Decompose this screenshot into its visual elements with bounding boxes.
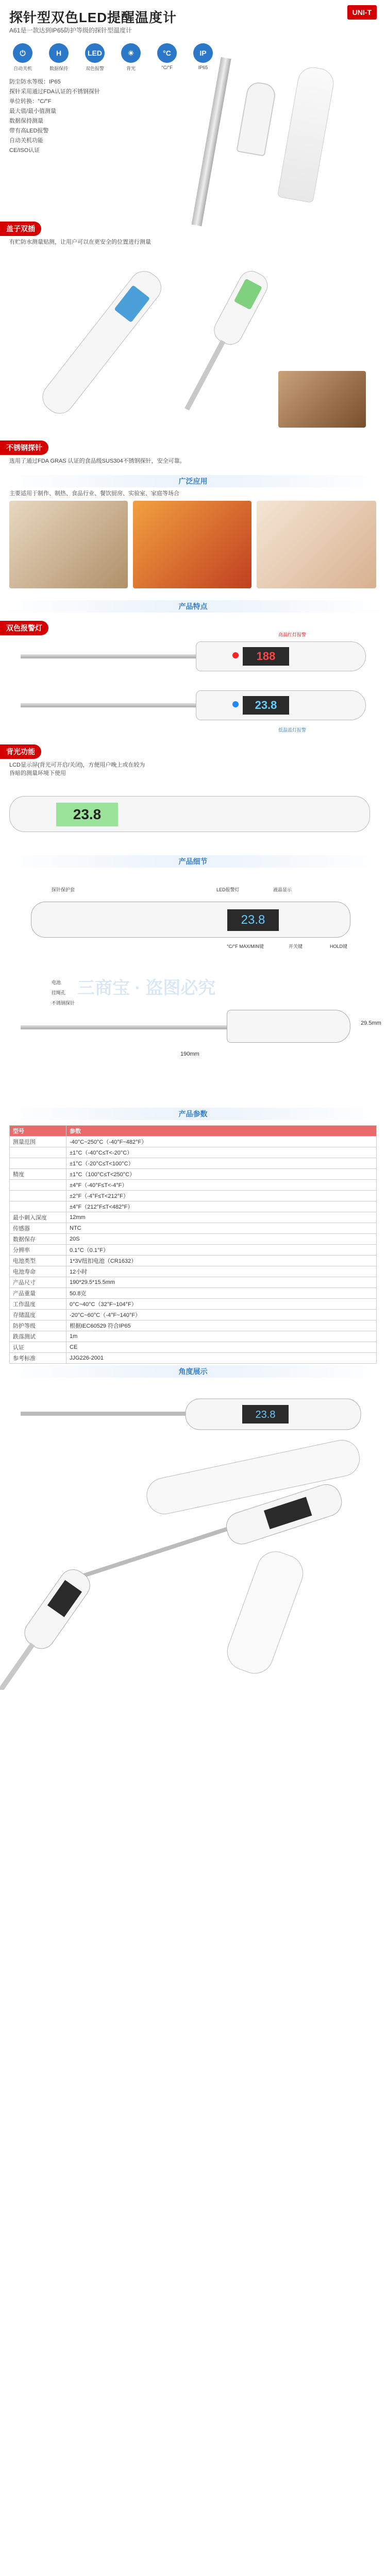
table-row <box>10 1342 377 1353</box>
thermometer-body-image <box>196 690 366 720</box>
table-cell: 数据保存 <box>10 1234 66 1245</box>
table-row <box>10 1353 377 1364</box>
table-row <box>10 1201 377 1212</box>
page-title: 探针型双色LED提醒温度计 <box>9 10 177 25</box>
feature-item: 防尘防水等级：IP65 <box>9 79 61 85</box>
waterproof-icon: IP <box>193 43 213 63</box>
callout: 液晶显示 <box>273 887 292 892</box>
feature-icon-item <box>45 43 72 72</box>
table-cell: 精度 <box>10 1169 66 1180</box>
table-cell: -40°C~250°C（-40°F~482°F） <box>66 1137 377 1147</box>
section-tag: 不锈钢探针 <box>0 440 48 455</box>
backlight-section <box>0 744 386 853</box>
section-title: 角度展示 <box>0 1365 386 1378</box>
feature-icon-item <box>9 43 36 72</box>
lcd-display-blue: 23.8 <box>243 696 289 715</box>
thermometer-top-view <box>31 902 350 938</box>
callout: HOLD键 <box>330 944 348 949</box>
lcd-display: 23.8 <box>255 1409 276 1420</box>
section-text: LCD显示屏(背光可开启/关闭)，方便用户晚上或在较为昏暗的测量环境下使用 <box>9 762 145 776</box>
callout: 挂绳孔 <box>52 990 66 995</box>
thermometer-body-image <box>196 641 366 671</box>
thermometer-body-image <box>9 796 370 832</box>
section-text: 有贮防水测量贴测，让用户可以在更安全的位置进行测量 <box>9 239 151 245</box>
applications-section <box>0 475 386 594</box>
callout: 开关键 <box>289 944 303 949</box>
feature-icon-label: IP65 <box>198 65 208 70</box>
table-cell: 产品尺寸 <box>10 1277 66 1288</box>
feature-item: 最大值/最小值测量 <box>9 108 57 114</box>
table-row <box>10 1234 377 1245</box>
table-row <box>10 1223 377 1234</box>
table-row <box>10 1191 377 1201</box>
table-row <box>10 1299 377 1310</box>
table-cell <box>10 1180 66 1191</box>
section-text: 主要适用于制作、制热、食品行业、餐饮厨房、实验室、家庭等场合 <box>9 490 179 497</box>
table-cell: 12mm <box>66 1212 377 1223</box>
feature-item: 数据保持测量 <box>9 118 43 124</box>
table-cell: 工作温度 <box>10 1299 66 1310</box>
cooking-photo <box>278 371 366 428</box>
table-cell: ±1°C（-40°C≤T<-20°C） <box>66 1147 377 1158</box>
table-row <box>10 1310 377 1320</box>
callout: 不锈钢探针 <box>52 1001 75 1006</box>
table-cell: 参考标准 <box>10 1353 66 1364</box>
brand-logo: UNI-T <box>347 5 377 20</box>
table-cell: 产品重量 <box>10 1288 66 1299</box>
table-row <box>10 1137 377 1147</box>
lcd-display-backlit: 23.8 <box>56 803 118 826</box>
table-cell: 1*3V纽扣电池（CR1632） <box>66 1256 377 1266</box>
feature-item: 单位转换：°C/°F <box>9 98 52 105</box>
table-cell: 0.1°C（0.1°F） <box>66 1245 377 1256</box>
probe-image <box>21 1025 227 1029</box>
feature-item: 自动关机功能 <box>9 138 43 144</box>
table-row <box>10 1256 377 1266</box>
led-section <box>0 621 386 739</box>
table-cell: 传感器 <box>10 1223 66 1234</box>
table-cell: 存储温度 <box>10 1310 66 1320</box>
table-header-row <box>10 1126 377 1137</box>
baby-photo <box>257 501 376 588</box>
probe-cover-image <box>277 65 336 203</box>
section-tag: 盖子双插 <box>0 222 41 236</box>
callout-blue: 低温蓝灯报警 <box>278 727 307 733</box>
table-cell: 50.8克 <box>66 1288 377 1299</box>
table-row <box>10 1212 377 1223</box>
table-header: 型号 <box>10 1126 66 1137</box>
feature-item: CE/ISO认证 <box>9 147 40 154</box>
table-cell: 最小刺入深度 <box>10 1212 66 1223</box>
table-cell: 12小时 <box>66 1266 377 1277</box>
steel-section <box>0 440 386 471</box>
feature-icon-label: 自动关机 <box>13 66 32 71</box>
thermometer-body-image <box>236 80 277 157</box>
table-cell: NTC <box>66 1223 377 1234</box>
table-row <box>10 1266 377 1277</box>
details-section <box>0 855 386 1144</box>
section-title: 产品特点 <box>0 600 386 613</box>
table-row <box>10 1277 377 1288</box>
feature-icon-label: 背光 <box>126 66 136 71</box>
angles-illustration <box>0 1381 386 1690</box>
kitchen-photo <box>9 501 128 588</box>
table-row <box>10 1245 377 1256</box>
table-cell: 跌落测试 <box>10 1331 66 1342</box>
callout: 探针保护套 <box>52 887 75 892</box>
table-row <box>10 1331 377 1342</box>
table-row <box>10 1180 377 1191</box>
probe-image <box>21 703 196 707</box>
table-cell: 根据IEC60529 符合IP65 <box>66 1320 377 1331</box>
table-cell: ±4°F（-40°F≤T<-4°F） <box>66 1180 377 1191</box>
table-cell: 分辨率 <box>10 1245 66 1256</box>
table-cell <box>10 1158 66 1169</box>
feature-icon-label: 双色报警 <box>85 66 104 71</box>
table-row <box>10 1320 377 1331</box>
feature-icon-label: 数据保持 <box>49 66 68 71</box>
section-title: 广泛应用 <box>0 475 386 487</box>
header <box>0 0 386 77</box>
table-cell: 190*29.5*15.5mm <box>66 1277 377 1288</box>
subtitle: A61是一款达到IP65防护等级的探针型温度计 <box>9 27 132 34</box>
table-cell: 0°C~40°C（32°F~104°F） <box>66 1299 377 1310</box>
table-cell: 防护等级 <box>10 1320 66 1331</box>
features-section <box>0 600 386 616</box>
callout-red: 高温红灯报警 <box>278 632 307 637</box>
table-cell: ±1°C（100°C≤T<250°C） <box>66 1169 377 1180</box>
section-tag: 背光功能 <box>0 744 41 759</box>
table-cell: 测量范围 <box>10 1137 66 1147</box>
power-icon: ⏻ <box>13 43 32 63</box>
lcd-display-red: 188 <box>243 647 289 666</box>
table-cell: ±4°F（212°F≤T<482°F） <box>66 1201 377 1212</box>
probe-image <box>21 654 196 658</box>
table-cell: 20S <box>66 1234 377 1245</box>
table-cell: 电池寿命 <box>10 1266 66 1277</box>
table-cell <box>10 1191 66 1201</box>
table-header: 参数 <box>66 1126 377 1137</box>
feature-icon-item <box>118 43 144 72</box>
feature-icon-item <box>154 43 180 72</box>
section-title: 产品参数 <box>0 1108 386 1120</box>
backlight-icon: ☀ <box>121 43 141 63</box>
params-section <box>0 1108 386 1365</box>
hold-icon: H <box>49 43 69 63</box>
feature-icon-item <box>81 43 108 72</box>
callout: 电池 <box>52 980 61 985</box>
table-cell <box>10 1147 66 1158</box>
table-row <box>10 1169 377 1180</box>
table-cell <box>10 1201 66 1212</box>
table-row <box>10 1147 377 1158</box>
unit-icon: °C <box>157 43 177 63</box>
table-cell: 认证 <box>10 1342 66 1353</box>
table-cell: ±1°C（-20°C≤T<100°C） <box>66 1158 377 1169</box>
callout: LED报警灯 <box>216 887 240 892</box>
table-cell: CE <box>66 1342 377 1353</box>
probe-image <box>191 57 231 226</box>
dimension-height: 29.5mm <box>361 1020 381 1026</box>
watermark: 三商宝 · 盗图必究 <box>77 978 216 998</box>
dimension-length: 190mm <box>180 1051 199 1057</box>
table-cell: -20°C~60°C（-4°F~140°F） <box>66 1310 377 1320</box>
table-cell: 电池类型 <box>10 1256 66 1266</box>
table-cell: 1m <box>66 1331 377 1342</box>
feature-icon-item <box>190 43 216 72</box>
section-title: 产品细节 <box>0 855 386 868</box>
callout: °C/°F MAX/MIN键 <box>227 944 264 949</box>
feature-item: 探针采用通过FDA认证的不锈钢探针 <box>9 89 100 95</box>
table-cell: ±2°F（-4°F≤T<212°F） <box>66 1191 377 1201</box>
table-row <box>10 1158 377 1169</box>
lcd-display: 23.8 <box>227 909 279 931</box>
angles-section <box>0 1365 386 1695</box>
led-icon: LED <box>85 43 105 63</box>
blue-led-icon <box>232 701 239 707</box>
grill-photo <box>133 501 251 588</box>
cap-section <box>0 222 386 438</box>
feature-icons <box>9 43 216 72</box>
spec-table <box>9 1125 377 1364</box>
feature-list <box>9 77 100 156</box>
section-tag: 双色报警灯 <box>0 621 48 635</box>
feature-item: 带有高LED报警 <box>9 128 49 134</box>
table-row <box>10 1288 377 1299</box>
feature-icon-label: °C/°F <box>161 65 173 70</box>
thermometer-side-view <box>227 1010 350 1043</box>
red-led-icon <box>232 652 239 658</box>
table-cell: JJG226-2001 <box>66 1353 377 1364</box>
section-text: 选用了通过FDA GRAS 认证的食品级SUS304不锈钢探针，安全可靠。 <box>9 458 186 464</box>
